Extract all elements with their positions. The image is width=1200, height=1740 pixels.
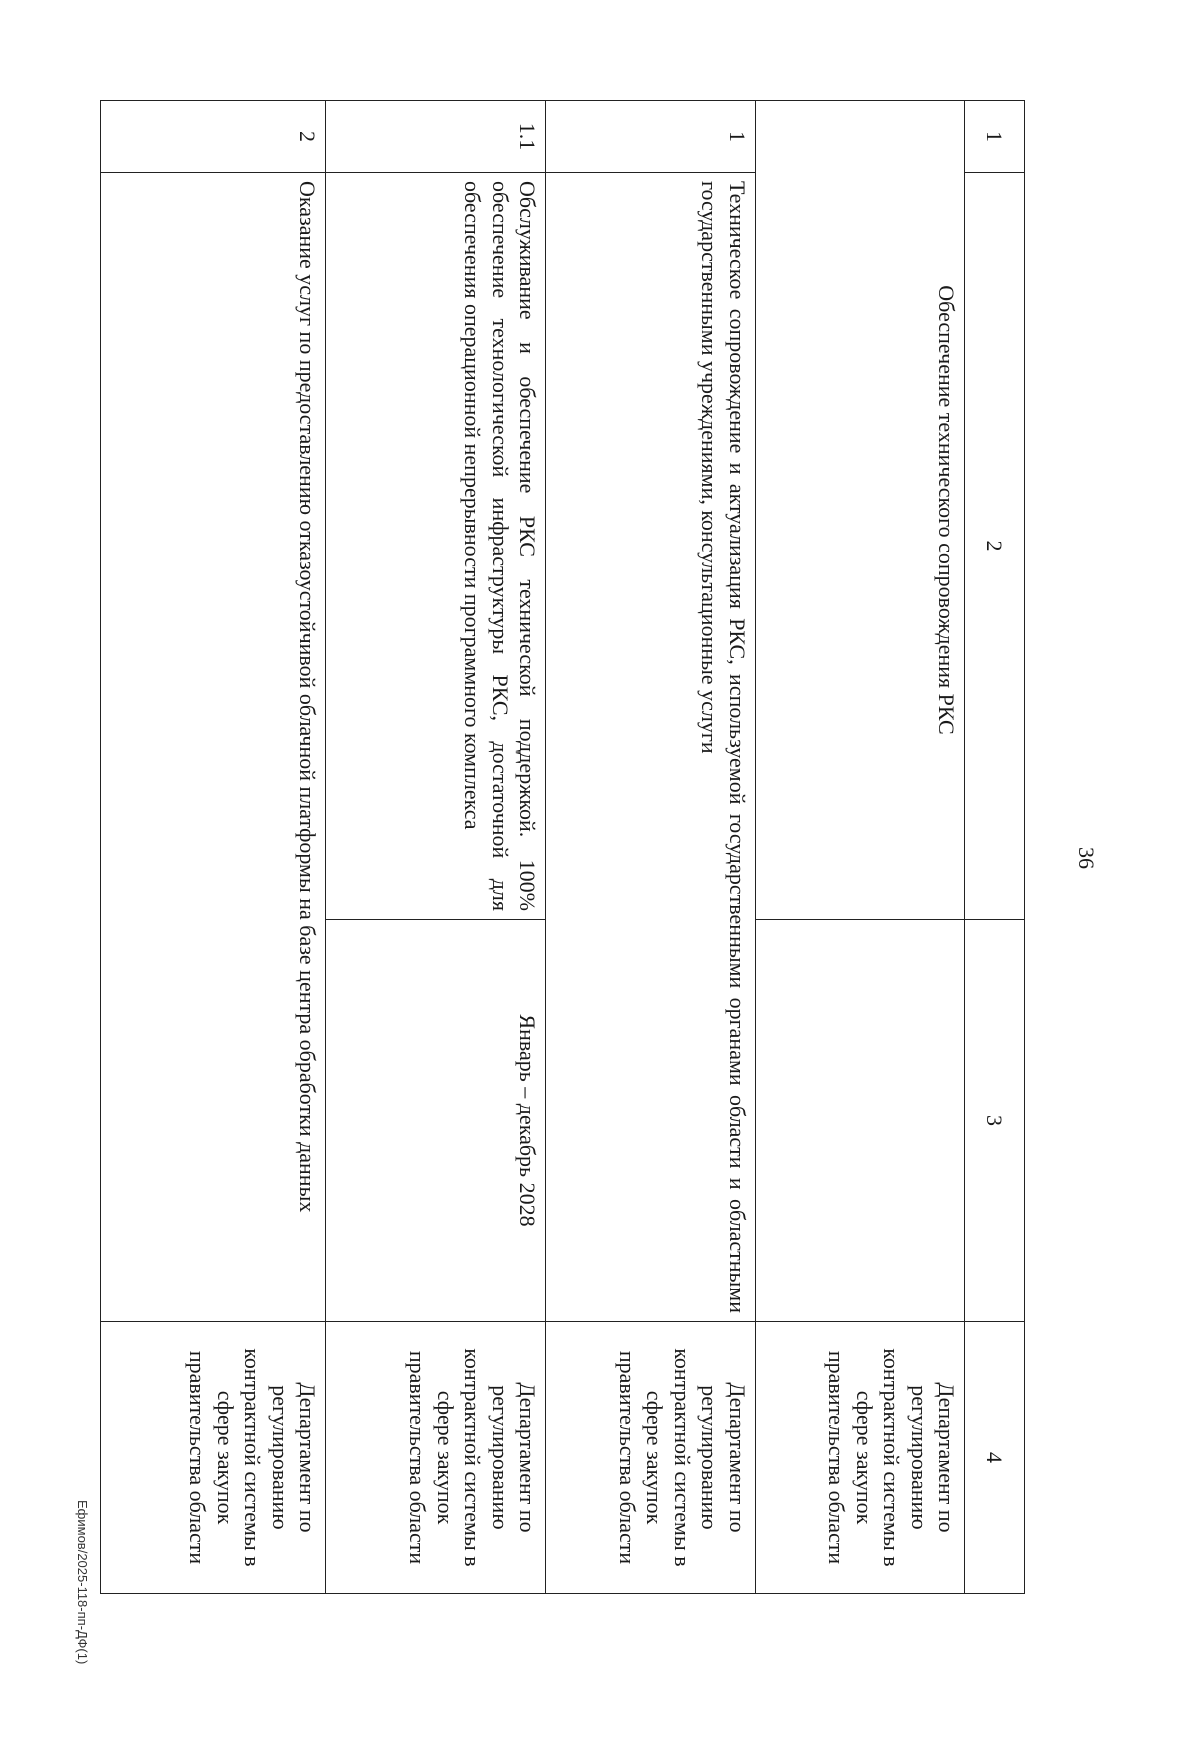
section-dept: Департамент по регулированию контрактной системы в сфере закупок правительства области — [755, 1322, 965, 1594]
row-text: Оказание услуг по предоставлению отказоустойчивой облачной платформы на базе центра обработки данных — [101, 173, 326, 1322]
section-title: Обеспечение технического сопровождения РКС — [755, 101, 965, 920]
page-number: 36 — [1074, 847, 1099, 869]
row-dept: Департамент по регулированию контрактной системы в сфере закупок правительства области — [326, 1322, 546, 1594]
section-period — [755, 920, 965, 1322]
row-num: 2 — [101, 101, 326, 173]
row-dept: Департамент по регулированию контрактной системы в сфере закупок правительства области — [101, 1322, 326, 1594]
plan-table — [100, 100, 1025, 1594]
row-num: 1.1 — [326, 101, 546, 173]
table-header-row — [965, 101, 1025, 1594]
table-row — [101, 101, 326, 1594]
table-row — [326, 101, 546, 1594]
row-text: Обслуживание и обеспечение РКС технической поддержкой. 100% обеспечение технологической инфраструктуры РКС, достаточной для обеспечения операционной непрерывности программного комплекса — [326, 173, 546, 920]
header-col-1: 1 — [965, 101, 1025, 173]
row-text: Техническое сопровождение и актуализация РКС, используемой государственными органами области и областными государственными учреждениями, консультационные услуги — [546, 173, 756, 1322]
document-id: Ефимов/2025-118-пп-ДФ(1) — [75, 1500, 90, 1665]
header-col-3: 3 — [965, 920, 1025, 1322]
section-row — [755, 101, 965, 1594]
row-period: Январь – декабрь 2028 — [326, 920, 546, 1322]
row-num: 1 — [546, 101, 756, 173]
header-col-2: 2 — [965, 173, 1025, 920]
header-col-4: 4 — [965, 1322, 1025, 1594]
plan-table-rotated — [100, 100, 1025, 1567]
row-dept: Департамент по регулированию контрактной системы в сфере закупок правительства области — [546, 1322, 756, 1594]
table-row — [546, 101, 756, 1594]
